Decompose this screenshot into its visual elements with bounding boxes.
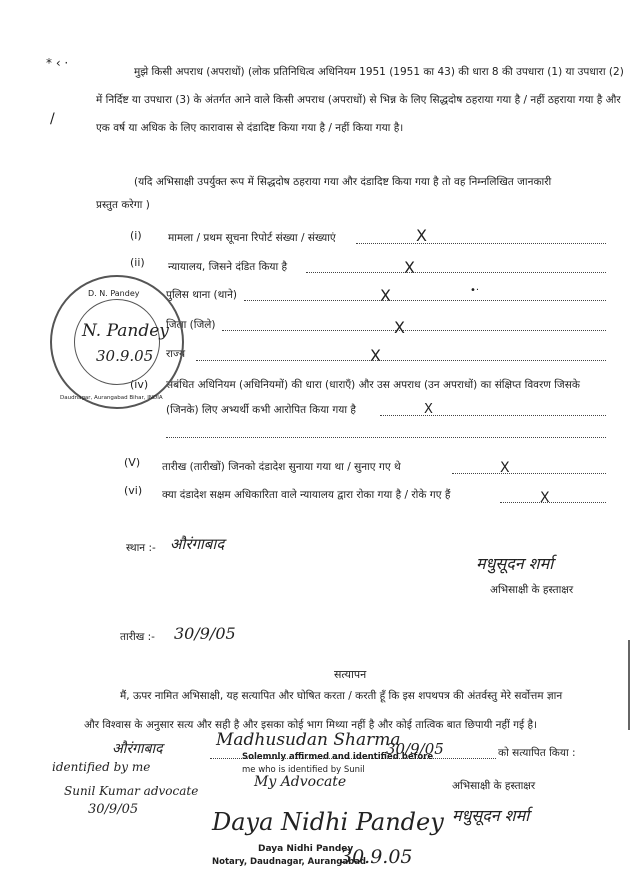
item-v-x-mark: X xyxy=(500,460,510,476)
declaration-paragraph: मुझे किसी अपराध (अपराधों) (लोक प्रतिनिधित्व अधिनियम 1951 (1951 का 43) की धारा 8 की उपधारा (1) या उपधारा (2) में निर्दिष्ट या उपधारा (3) के अंतर्गत आने वाले किसी अपराध (अपराधों) से भिन्न के लिए सिद्धदोष ठहराया गया है / नहीं ठहराया गया है और एक वर्ष या अधिक के लिए कारावास से दंडादिष्ट किया गया है / नहीं किया गया है। xyxy=(96,66,624,134)
verification-deponent-label: अभिसाक्षी के हस्ताक्षर xyxy=(452,780,536,792)
notary-address: Notary, Daudnagar, Aurangabad xyxy=(212,857,367,867)
oath-identified-line: me who is identified by Sunil xyxy=(242,765,365,775)
item-i-x-mark: X xyxy=(416,226,427,245)
state-blank xyxy=(196,360,606,361)
seal-signature: N. Pandey xyxy=(82,321,169,341)
item-i-label: मामला / प्रथम सूचना रिपोर्ट संख्या / संख्याएं xyxy=(168,232,336,244)
item-ii-label: न्यायालय, जिसने दंडित किया है xyxy=(168,261,288,273)
seal-date: 30.9.05 xyxy=(96,347,154,365)
right-margin-line xyxy=(628,640,630,730)
police-station-x-mark: X xyxy=(380,286,391,305)
item-iv-label-line-2: (जिनके) लिए अभ्यर्थी कभी आरोपित किया गया है xyxy=(166,404,356,416)
place-handwritten: औरंगाबाद xyxy=(170,535,225,553)
state-x-mark: X xyxy=(370,346,381,365)
verified-text: को सत्यापित किया : xyxy=(498,747,576,759)
verification-line-2: और विश्वास के अनुसार सत्य और सही है और इसका कोई भाग मिथ्या नहीं है और कोई तात्विक बात छिपायी नहीं गई है। xyxy=(84,719,538,731)
item-ii-x-mark: X xyxy=(404,258,415,277)
item-v-label: तारीख (तारीखों) जिनको दंडादेश सुनाया गया था / सुनाए गए थे xyxy=(162,461,401,473)
item-ii-blank xyxy=(306,272,606,273)
notary-signature: Daya Nidhi Pandey xyxy=(212,808,444,836)
verification-place-handwritten: औरंगाबाद xyxy=(112,741,163,757)
item-ii-number: (ii) xyxy=(130,256,145,269)
intro-line-1: (यदि अभिसाक्षी उपर्युक्त रूप में सिद्धदोष ठहराया गया और दंडादिष्ट किया गया है तो वह निम्नलिखित जानकारी xyxy=(134,176,552,188)
identified-note-date: 30/9/05 xyxy=(88,802,139,817)
deponent-signature: मधुसूदन शर्मा xyxy=(476,554,554,573)
police-station-blank xyxy=(244,300,606,301)
district-label: जिला (जिले) xyxy=(166,319,216,331)
deponent-signature-label: अभिसाक्षी के हस्ताक्षर xyxy=(490,584,574,596)
identified-note-line-2: Sunil Kumar advocate xyxy=(64,784,199,798)
stray-dot: •· xyxy=(470,285,480,296)
verification-deponent-signature: मधुसूदन शर्मा xyxy=(452,806,530,825)
identified-note-line-1: identified by me xyxy=(52,760,151,774)
notary-name: Daya Nidhi Pandey xyxy=(258,844,354,854)
item-iv-blank-2 xyxy=(166,437,606,438)
item-i-number: (i) xyxy=(130,229,142,242)
date-handwritten: 30/9/05 xyxy=(174,624,236,643)
item-vi-blank xyxy=(500,502,606,503)
item-v-blank xyxy=(452,473,606,474)
item-iv-x-mark: X xyxy=(424,402,433,417)
item-iv-number: (iv) xyxy=(130,378,149,391)
verification-name-handwritten: Madhusudan Sharma xyxy=(216,730,401,750)
verification-line-1: मैं, ऊपर नामित अभिसाक्षी, यह सत्यापित और घोषित करता / करती हूँ कि इस शपथपत्र की अंतर्वस्तु मेरे सर्वोत्तम ज्ञान xyxy=(120,690,563,702)
district-x-mark: X xyxy=(394,318,405,337)
oath-solemnly-line: Solemnly affirmed and identified before xyxy=(242,752,434,762)
verification-heading: सत्यापन xyxy=(334,668,367,681)
item-vi-label: क्या दंडादेश सक्षम अधिकारिता वाले न्यायालय द्वारा रोका गया है / रोके गए हैं xyxy=(162,489,451,501)
oath-advocate: My Advocate xyxy=(254,774,347,790)
intro-line-2: प्रस्तुत करेगा ) xyxy=(96,199,150,211)
item-v-number: (V) xyxy=(124,456,141,469)
notary-date: 30.9.05 xyxy=(340,846,413,868)
verification-date-handwritten: 30/9/05 xyxy=(386,740,444,758)
seal-bottom-text: Daudnagar, Aurangabad Bihar, INDIA xyxy=(60,395,163,401)
notary-seal-inner-ring xyxy=(74,299,160,385)
item-iv-blank-1 xyxy=(380,415,606,416)
item-vi-number: (vi) xyxy=(124,484,143,497)
seal-top-text: D. N. Pandey xyxy=(88,289,140,298)
margin-mark: * ‹ · xyxy=(46,56,69,70)
item-iv-label-line-1: संबंधित अधिनियम (अधिनियमों) की धारा (धाराएँ) और उस अपराध (उन अपराधों) का संक्षिप्त विवरण जिसके xyxy=(166,379,580,391)
district-blank xyxy=(222,330,606,331)
date-label: तारीख :- xyxy=(120,631,155,643)
state-label: राज्य xyxy=(166,348,186,360)
police-station-label: पुलिस थाना (थाने) xyxy=(166,289,238,301)
notary-seal xyxy=(50,275,184,409)
margin-tick: / xyxy=(50,111,55,127)
place-label: स्थान :- xyxy=(126,542,156,554)
item-i-blank xyxy=(356,243,606,244)
item-vi-x-mark: X xyxy=(540,490,550,506)
